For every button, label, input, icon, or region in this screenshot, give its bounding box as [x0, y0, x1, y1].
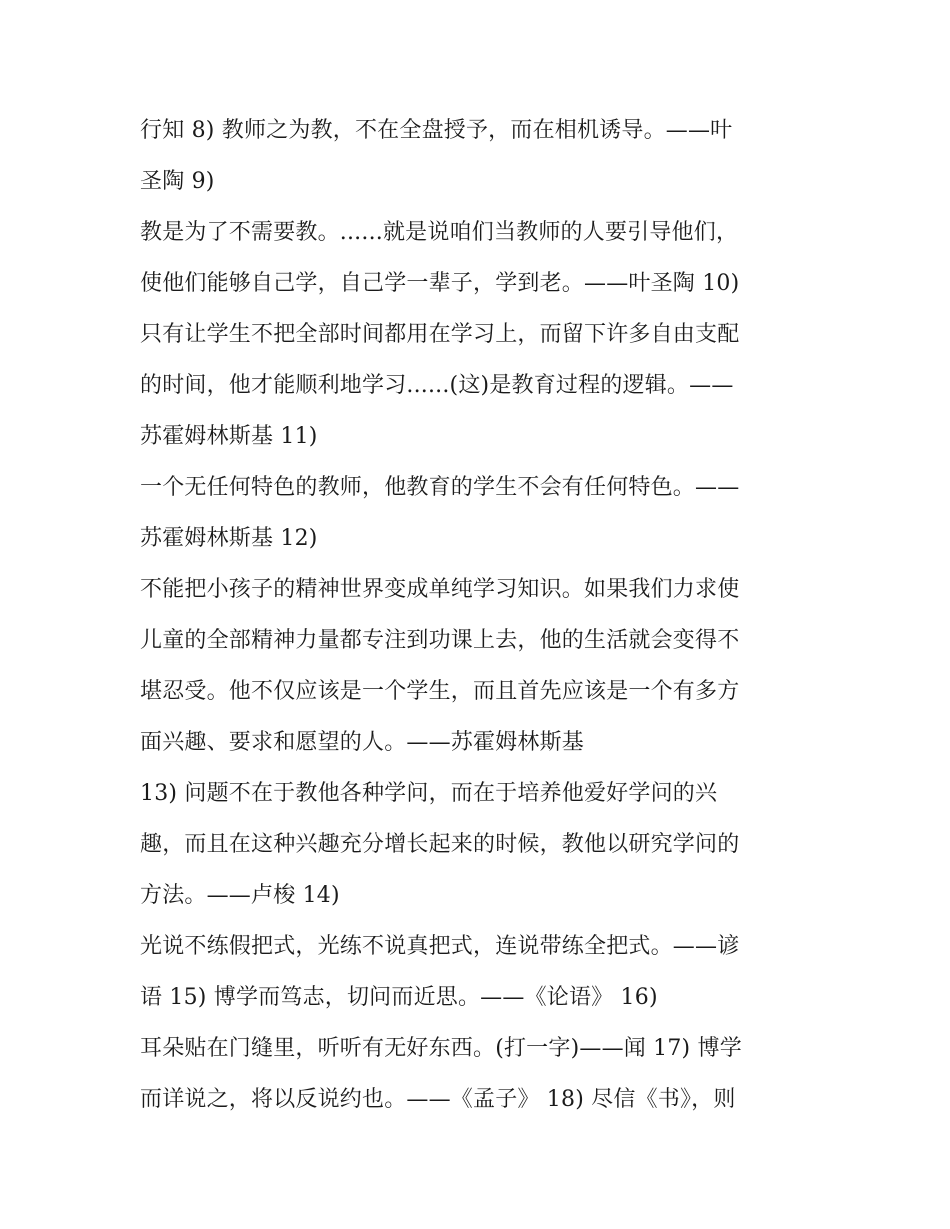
text-line: 儿童的全部精神力量都专注到功课上去，他的生活就会变得不	[140, 628, 740, 653]
text-line: 圣陶 9)	[140, 169, 215, 194]
text-line: 一个无任何特色的教师，他教育的学生不会有任何特色。——	[140, 475, 740, 500]
text-line: 面兴趣、要求和愿望的人。——苏霍姆林斯基	[140, 730, 585, 755]
text-line: 语 15) 博学而笃志，切问而近思。——《论语》 16)	[140, 985, 658, 1010]
text-line: 只有让学生不把全部时间都用在学习上，而留下许多自由支配	[140, 322, 740, 347]
text-line: 而详说之，将以反说约也。——《孟子》 18) 尽信《书》，则	[140, 1087, 736, 1112]
text-line: 的时间，他才能顺利地学习......(这)是教育过程的逻辑。——	[140, 373, 734, 398]
text-line: 苏霍姆林斯基 12)	[140, 526, 318, 551]
text-line: 趣，而且在这种兴趣充分增长起来的时候，教他以研究学问的	[140, 832, 740, 857]
text-line: 13) 问题不在于教他各种学问，而在于培养他爱好学问的兴	[140, 781, 718, 806]
text-line: 教是为了不需要教。......就是说咱们当教师的人要引导他们，	[140, 220, 739, 245]
text-line: 苏霍姆林斯基 11)	[140, 424, 318, 449]
text-line: 使他们能够自己学，自己学一辈子，学到老。——叶圣陶 10)	[140, 271, 740, 296]
text-line: 不能把小孩子的精神世界变成单纯学习知识。如果我们力求使	[140, 577, 740, 602]
body-text	[140, 105, 820, 1125]
text-line: 行知 8) 教师之为教，不在全盘授予，而在相机诱导。——叶	[140, 118, 733, 143]
text-line: 方法。——卢梭 14)	[140, 883, 340, 908]
text-line: 光说不练假把式，光练不说真把式，连说带练全把式。——谚	[140, 934, 740, 959]
text-line: 耳朵贴在门缝里，听听有无好东西。(打一字)——闻 17) 博学	[140, 1036, 742, 1061]
text-line: 堪忍受。他不仅应该是一个学生，而且首先应该是一个有多方	[140, 679, 740, 704]
